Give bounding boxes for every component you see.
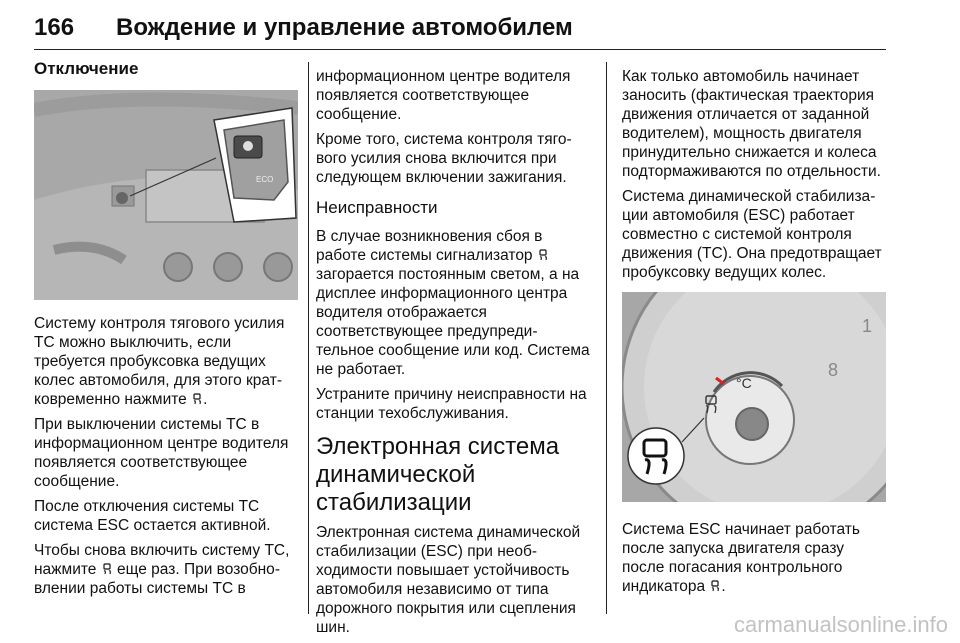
- traction-control-icon: [709, 580, 721, 592]
- coolant-temp-label: °C: [736, 375, 752, 391]
- column-1: [34, 58, 300, 604]
- cluster-illustration: [622, 292, 886, 502]
- column-divider: [308, 62, 309, 614]
- section-heading-off: Отключение: [34, 59, 139, 78]
- paragraph: Чтобы снова включить систему ТС, нажмите еще раз. При возобновлении работы системы ТС в: [34, 542, 290, 597]
- paragraph: Как только автомобиль начинает заносить (фактическая траектория движения отличается от заданной водителем), мощность двигателя принудительно снижается и колеса подтормаживаются по отдельности.: [622, 68, 881, 180]
- watermark: carmanualsonline.info: [733, 612, 948, 637]
- gauge-digit: 1: [862, 316, 873, 336]
- column-2: [316, 67, 590, 643]
- paragraph: В случае возникновения сбоя в работе системы сигнализатор загорается постоянным светом, а на дисплее информационного центра водителя отображается соответствующее предупредительное сообщение или код. Система не работает.: [316, 228, 590, 378]
- page-number: 166: [34, 14, 75, 41]
- traction-control-icon: [101, 563, 113, 575]
- column-divider: [606, 62, 607, 614]
- paragraph: Электронная система динамической стабилизации (ESC) при необходимости повышает устойчивость автомобиля независимо от типа дорожного покрытия или сцепления шин.: [316, 524, 581, 636]
- paragraph: Кроме того, система контроля тягового усилия снова включится при следующем включении зажигания.: [316, 131, 572, 186]
- traction-control-icon: [191, 393, 203, 405]
- page-header: [34, 4, 886, 50]
- gauge-digit: 8: [828, 360, 839, 380]
- section-heading-esc: Электронная система динамической стабилизации: [316, 433, 560, 516]
- traction-control-icon: [537, 249, 549, 261]
- paragraph: Устраните причину неисправности на станции техобслуживания.: [316, 386, 587, 422]
- eco-label: ECO: [256, 175, 274, 184]
- paragraph: информационном центре водителя появляется соответствующее сообщение.: [316, 68, 571, 123]
- chapter-title: Вождение и управление автомобилем: [116, 14, 573, 41]
- paragraph: Система ESC начинает работать после запуска двигателя сразу после погасания контрольного индикатора .: [622, 521, 860, 595]
- column-3: [622, 67, 888, 602]
- section-heading-faults: Неисправности: [316, 198, 438, 217]
- paragraph: При выключении системы ТС в информационном центре водителя появляется соответствующее сообщение.: [34, 416, 289, 490]
- paragraph: После отключения системы ТС система ESC остается активной.: [34, 498, 271, 534]
- figure-instrument-cluster: [622, 292, 886, 502]
- header-rule: [34, 49, 886, 50]
- paragraph: Систему контроля тягового усилия ТС можно выключить, если требуется пробуксовка ведущих колес автомобиля, для этого кратковременно нажмите .: [34, 315, 285, 408]
- figure-dashboard-button: [34, 90, 298, 300]
- dashboard-illustration: [34, 90, 298, 300]
- paragraph: Система динамической стабилизации автомобиля (ESC) работает совместно с системой контроля движения (ТС). Она предотвращает пробуксовку ведущих колес.: [622, 188, 882, 281]
